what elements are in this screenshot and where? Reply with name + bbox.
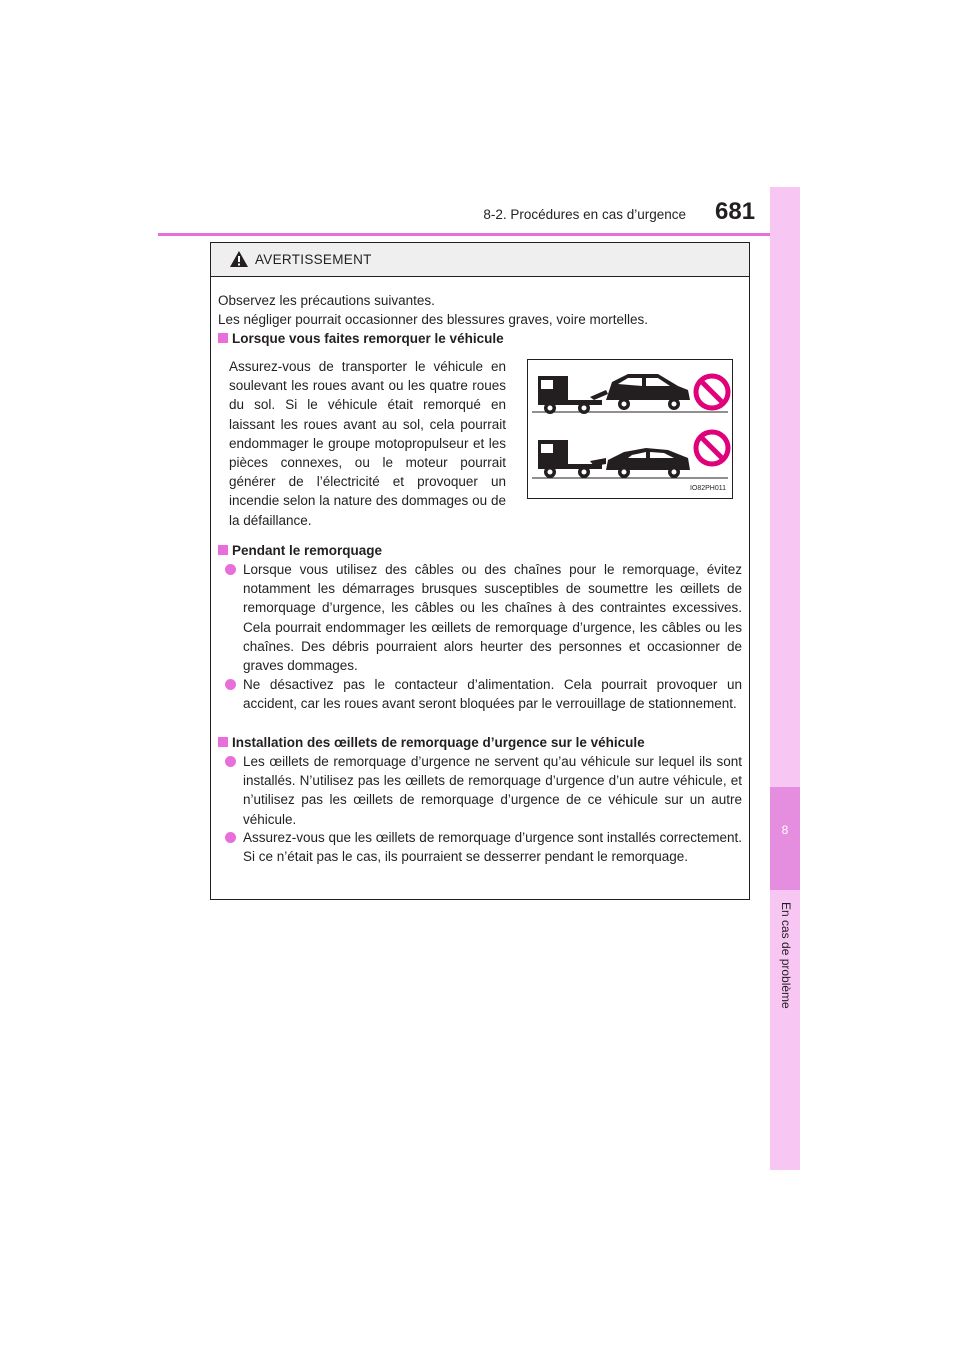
intro-line: Observez les précautions suivantes. [218,293,435,308]
warning-title: AVERTISSEMENT [255,252,372,267]
tow-truck-top [538,376,608,414]
car-top [606,374,690,410]
intro-line: Les négliger pourrait occasionner des blessures graves, voire mortelles. [218,312,648,327]
round-bullet-icon [225,679,236,690]
tow-truck-bottom [538,440,606,478]
section-heading-text: Installation des œillets de remorquage d’urgence sur le véhicule [232,735,645,750]
warning-triangle-icon [229,250,249,268]
prohibited-icon [696,376,728,408]
section1-text: Assurez-vous de transporter le véhicule en soulevant les roues avant ou les quatre roues du sol. Si le véhicule était remorqué en laissant les roues avant au sol, cela pourrait endommager le groupe motopropulseur et les pièces connexes, ou le moteur pourrait générer de l’électricité et provoquer un incendie selon la nature des dommages ou de la défaillance. [229,359,506,528]
list-item [225,752,742,829]
round-bullet-icon [225,832,236,843]
prohibited-icon [696,432,728,464]
illustration-code: IO82PH011 [689,485,726,492]
section-heading-text: Lorsque vous faites remorquer le véhicule [232,331,504,346]
section-heading [218,543,748,558]
section-heading-text: Pendant le remorquage [232,543,383,558]
list-item-text: Ne désactivez pas le contacteur d’alimentation. Cela pourrait provoquer un accident, car les roues avant seront bloquées par le verrouillage de stationnement. [243,677,742,712]
tow-truck-diagram [528,360,732,498]
chapter-title: En cas de problème [779,902,793,1009]
towing-illustration [527,359,733,499]
chapter-side-tab [770,187,800,1170]
section-heading [218,331,748,346]
list-item [225,828,742,866]
round-bullet-icon [225,564,236,575]
page-number: 681 [715,198,756,225]
car-bottom [606,448,690,478]
chapter-tab-marker [770,787,800,890]
header-divider [158,233,800,236]
warning-intro [218,291,743,329]
chapter-number: 8 [781,823,789,837]
section-heading [218,735,748,750]
warning-box [210,242,750,900]
section-title: 8-2. Procédures en cas d’urgence [483,207,686,222]
square-bullet-icon [218,545,228,555]
list-item [225,675,742,713]
square-bullet-icon [218,333,228,343]
list-item [225,560,742,675]
list-item-text: Lorsque vous utilisez des câbles ou des chaînes pour le remorquage, évitez notamment les démarrages brusques susceptibles de soumettre les œillets de remorquage d’urgence, les câbles ou les chaînes à des contraintes excessives. Cela pourrait endommager les œillets de remorquage d’urgence, les câbles ou les chaînes. Des débris pourraient alors heurter des personnes et occasionner de graves dommages. [243,562,742,674]
warning-header [211,243,749,277]
round-bullet-icon [225,756,236,767]
list-item-text: Assurez-vous que les œillets de remorquage d’urgence sont installés correctement. Si ce n’était pas le cas, ils pourraient se desserrer pendant le remorquage. [243,830,742,865]
square-bullet-icon [218,737,228,747]
list-item-text: Les œillets de remorquage d’urgence ne servent qu’au véhicule sur lequel ils sont installés. N’utilisez pas les œillets de remorquage d’urgence d’un autre véhicule, et n’utilisez pas les œillets de remorquage d’urgence de ce véhicule sur un autre véhicule. [243,754,742,827]
